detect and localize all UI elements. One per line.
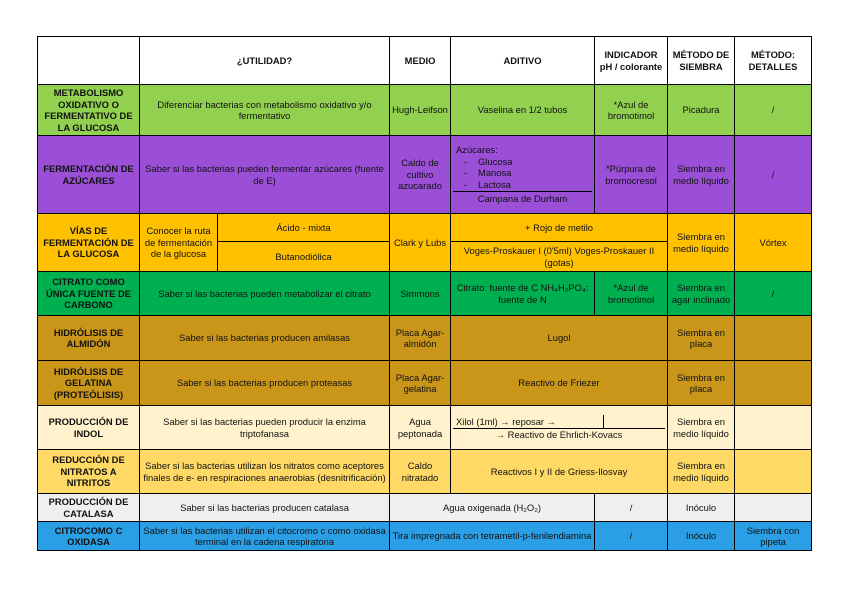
metodo-cell: Siembra en medio líquido	[668, 214, 735, 272]
aditivo-cell: Agua oxigenada (H₂O₂)	[390, 494, 595, 522]
row-catalasa	[38, 494, 812, 522]
detalles-cell: /	[735, 272, 812, 316]
utilidad-cell: Diferenciar bacterias con metabolismo oxidativo y/o fermentativo	[140, 85, 390, 136]
list-item: - Manosa	[478, 167, 589, 179]
row-fermentacion	[38, 136, 812, 214]
aditivo-blank	[604, 415, 665, 429]
medio-cell: Placa Agar-almidón	[390, 316, 451, 361]
medio-cell: Caldo nitratado	[390, 450, 451, 494]
detalles-cell	[735, 406, 812, 450]
utilidad-cell: Saber si las bacterias pueden metabolizar el citrato	[140, 272, 390, 316]
utilidad-cell: Saber si las bacterias producen proteasas	[140, 361, 390, 406]
indicador-cell: /	[595, 522, 668, 551]
utilidad-cell: Saber si las bacterias pueden producir la enzima triptofanasa	[140, 406, 390, 450]
aditivo-rojo-metilo: + Rojo de metilo	[451, 214, 668, 242]
row-name: HIDRÓLISIS DE ALMIDÓN	[38, 316, 140, 361]
row-name: CITRATO COMO ÚNICA FUENTE DE CARBONO	[38, 272, 140, 316]
azucares-list	[453, 143, 592, 191]
utilidad-cell: Conocer la ruta de fermentación de la glucosa	[140, 214, 218, 272]
aditivo-cell: Vaselina en 1/2 tubos	[451, 85, 595, 136]
utilidad-cell: Saber si las bacterias producen catalasa	[140, 494, 390, 522]
row-almidon	[38, 316, 812, 361]
utilidad-cell: Saber si las bacterias utilizan el citocromo c como oxidasa terminal en la cadena respiratoria	[140, 522, 390, 551]
medio-cell: Clark y Lubs	[390, 214, 451, 272]
row-nitratos	[38, 450, 812, 494]
aditivo-cell	[451, 136, 595, 214]
utilidad-cell: Saber si las bacterias utilizan los nitratos como aceptores finales de e- en respiraciones anaerobias (desnitrificación)	[140, 450, 390, 494]
aditivo-cell: Lugol	[451, 316, 668, 361]
header-row	[38, 37, 812, 85]
aditivo-cell: Reactivo de Friezer	[451, 361, 668, 406]
detalles-cell	[735, 316, 812, 361]
metodo-cell: Siembra en agar inclinado	[668, 272, 735, 316]
aditivo-xilol: Xilol (1ml) → reposar →	[453, 415, 604, 429]
medio-cell: Agua peptonada	[390, 406, 451, 450]
aditivo-cell: Reactivos I y II de Griess-Ilosvay	[451, 450, 668, 494]
azucares-title: Azúcares:	[456, 144, 498, 156]
detalles-cell: Siembra con pipeta	[735, 522, 812, 551]
detalles-cell	[735, 494, 812, 522]
row-name: PRODUCCIÓN DE INDOL	[38, 406, 140, 450]
detalles-cell: Vórtex	[735, 214, 812, 272]
row-name: HIDRÓLISIS DE GELATINA (PROTEÓLISIS)	[38, 361, 140, 406]
campana-durham: Campana de Durham	[453, 191, 592, 206]
row-oxidasa	[38, 522, 812, 551]
detalles-cell	[735, 361, 812, 406]
row-name: FERMENTACIÓN DE AZÚCARES	[38, 136, 140, 214]
header-indicador: INDICADOR pH / colorante	[595, 37, 668, 85]
medio-cell: Caldo de cultivo azucarado	[390, 136, 451, 214]
metodo-cell: Picadura	[668, 85, 735, 136]
metodo-cell: Siembra en placa	[668, 316, 735, 361]
metodo-cell: Siembra en placa	[668, 361, 735, 406]
row-name: CITROCOMO C OXIDASA	[38, 522, 140, 551]
list-item: - Lactosa	[478, 179, 589, 191]
header-metodo: MÉTODO DE SIEMBRA	[668, 37, 735, 85]
utilidad-cell: Saber si las bacterias pueden fermentar azúcares (fuente de E)	[140, 136, 390, 214]
list-item: - Glucosa	[478, 156, 589, 168]
utilidad-cell: Saber si las bacterias producen amilasas	[140, 316, 390, 361]
metodo-cell: Siembra en medio líquido	[668, 450, 735, 494]
row-citrato	[38, 272, 812, 316]
header-blank	[38, 37, 140, 85]
indicador-cell: *Azul de bromotimol	[595, 272, 668, 316]
detalles-cell: /	[735, 85, 812, 136]
header-aditivo: ADITIVO	[451, 37, 595, 85]
medio-cell: Simmons	[390, 272, 451, 316]
aditivo-cell: Citrato: fuente de C NH₄H₂PO₄: fuente de N	[451, 272, 595, 316]
header-utilidad: ¿UTILIDAD?	[140, 37, 390, 85]
detalles-cell	[735, 450, 812, 494]
row-name: METABOLISMO OXIDATIVO O FERMENTATIVO DE LA GLUCOSA	[38, 85, 140, 136]
metodo-cell: Siembra en medio líquido	[668, 406, 735, 450]
metodo-cell: Inóculo	[668, 522, 735, 551]
row-metabolismo	[38, 85, 812, 136]
medio-cell: Placa Agar-gelatina	[390, 361, 451, 406]
row-indol	[38, 406, 812, 450]
indicador-cell: *Azul de bromotimol	[595, 85, 668, 136]
aditivo-voges-proskauer: Voges-Proskauer I (0'5ml) Voges-Proskauer II (gotas)	[451, 242, 668, 272]
metodo-cell: Siembra en medio líquido	[668, 136, 735, 214]
row-name: REDUCCIÓN DE NITRATOS A NITRITOS	[38, 450, 140, 494]
header-detalles: MÉTODO: DETALLES	[735, 37, 812, 85]
header-medio: MEDIO	[390, 37, 451, 85]
row-vias	[38, 214, 812, 242]
indicador-cell: *Púrpura de bromocresol	[595, 136, 668, 214]
via-butanodiolica: Butanodiólica	[218, 242, 390, 272]
aditivo-cell: Tira impregnada con tetrametil-p-fenilendiamina	[390, 522, 595, 551]
detalles-cell: /	[735, 136, 812, 214]
row-name: VÍAS DE FERMENTACIÓN DE LA GLUCOSA	[38, 214, 140, 272]
medio-cell: Hugh-Leifson	[390, 85, 451, 136]
aditivo-ehrlich-kovacs: → Reactivo de Ehrlich-Kovacs	[495, 429, 623, 440]
row-name: PRODUCCIÓN DE CATALASA	[38, 494, 140, 522]
indicador-cell: /	[595, 494, 668, 522]
metodo-cell: Inóculo	[668, 494, 735, 522]
tests-table	[37, 36, 812, 551]
via-acido-mixta: Ácido - mixta	[218, 214, 390, 242]
aditivo-cell	[451, 406, 668, 450]
row-gelatina	[38, 361, 812, 406]
